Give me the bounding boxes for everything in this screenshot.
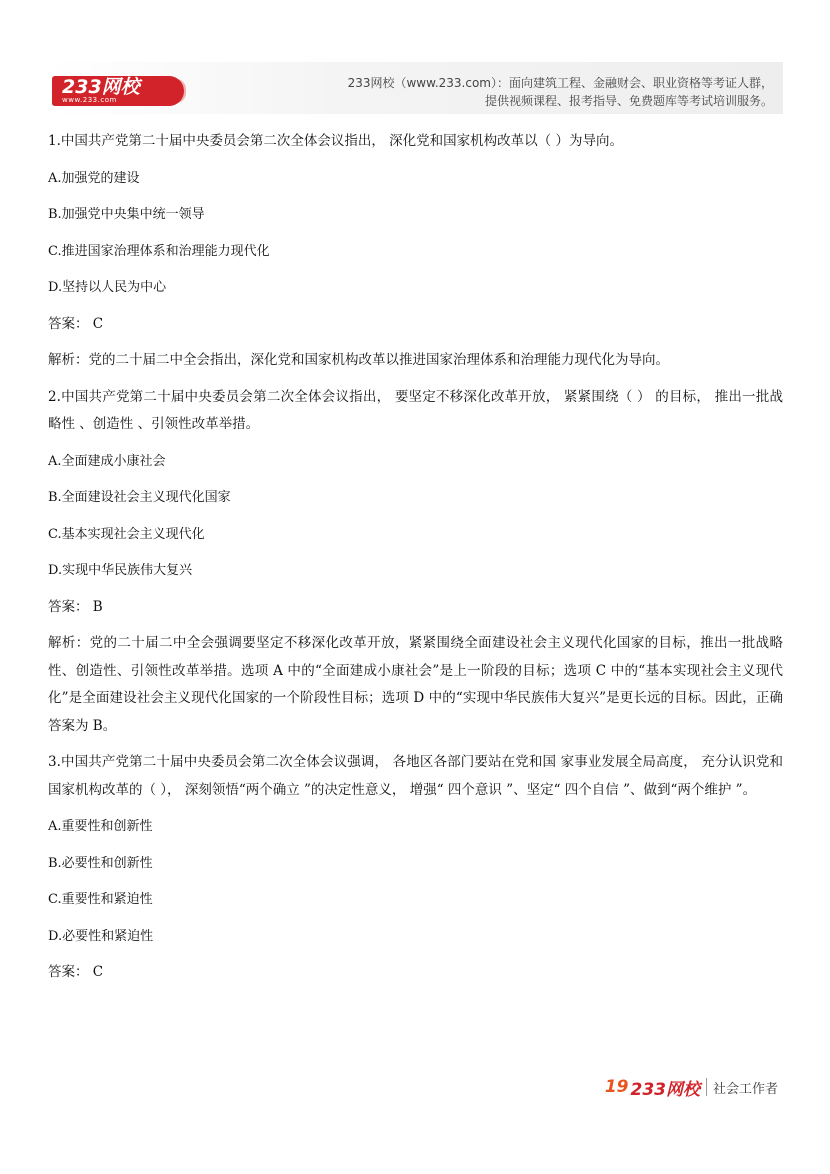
question-2-option-b: B.全面建设社会主义现代化国家	[48, 490, 231, 505]
question-1-option-c: C.推进国家治理体系和治理能力现代化	[48, 243, 270, 259]
question-1-option-d: D.坚持以人民为中心	[48, 280, 167, 295]
footer-divider	[706, 1078, 707, 1096]
page-footer	[605, 1076, 778, 1098]
tagline-line-2: 提供视频课程、报考指导、免费题库等考试培训服务。	[484, 94, 773, 108]
footer-number: 19	[604, 1077, 629, 1097]
tagline-line-1: 233网校（www.233.com）：面向建筑工程、金融财会、职业资格等考证人群，	[347, 76, 773, 90]
footer-label: 社会工作者	[712, 1081, 778, 1097]
question-1-answer: 答案： C	[48, 315, 104, 332]
question-1-option-b: B.加强党中央集中统一领导	[48, 207, 205, 222]
question-2-answer: 答案： B	[48, 598, 103, 615]
question-3-option-a: A.重要性和创新性	[48, 819, 153, 834]
question-1-option-a: A.加强党的建设	[48, 170, 140, 186]
question-3-answer: 答案： C	[48, 964, 104, 980]
page-header	[48, 62, 783, 114]
question-1-explanation: 解析：党的二十届二中全会指出，深化党和国家机构改革以推进国家治理体系和治理能力现代化为导向。	[48, 352, 669, 368]
question-2-explanation: 解析：党的二十届二中全会强调要坚定不移深化改革开放，紧紧围绕全面建设社会主义现代化国家的目标，推出一批战略性、创造性、引领性改革举措。选项 A 中的“全面建成小康社会”是上一阶段的目标；选项 C 中的“基本实现社会主义现代化”是全面建设社会主义现代化国家的一个阶段性目标；选项 D 中的“实现中华民族伟大复兴”是更长远的目标。因此，正确答案为 B。	[48, 635, 783, 734]
logo-subtext: www.233.com	[62, 96, 117, 104]
question-2-option-a: A.全面建成小康社会	[48, 453, 166, 469]
question-stem-3: 3.中国共产党第二十届中央委员会第二次全体会议强调， 各地区各部门要站在党和国 家事业发展全局高度， 充分认识党和国家机构改革的（ ）， 深刻领悟“两个确立 ”的决定性意义， 增强“ 四个意识 ”、坚定“ 四个自信 ”、做到“两个维护 ”。	[48, 754, 783, 798]
question-3-option-b: B.必要性和创新性	[48, 855, 153, 871]
question-2-option-d: D.实现中华民族伟大复兴	[48, 563, 193, 578]
question-2-option-c: C.基本实现社会主义现代化	[48, 526, 205, 542]
question-3-option-c: C.重要性和紧迫性	[48, 892, 153, 907]
footer-brand[interactable]: 233网校	[630, 1079, 700, 1100]
site-logo[interactable]	[52, 76, 184, 106]
question-3-option-d: D.必要性和紧迫性	[48, 928, 154, 944]
header-tagline	[303, 74, 773, 110]
question-content	[48, 128, 783, 987]
logo-text: 233网校	[62, 76, 140, 98]
question-stem-1: 1.中国共产党第二十届中央委员会第二次全体会议指出， 深化党和国家机构改革以（ ）为导向。	[48, 133, 623, 149]
question-stem-2: 2.中国共产党第二十届中央委员会第二次全体会议指出， 要坚定不移深化改革开放， 紧紧围绕（ ） 的目标， 推出一批战略性 、创造性 、引领性改革举措。	[48, 388, 783, 432]
